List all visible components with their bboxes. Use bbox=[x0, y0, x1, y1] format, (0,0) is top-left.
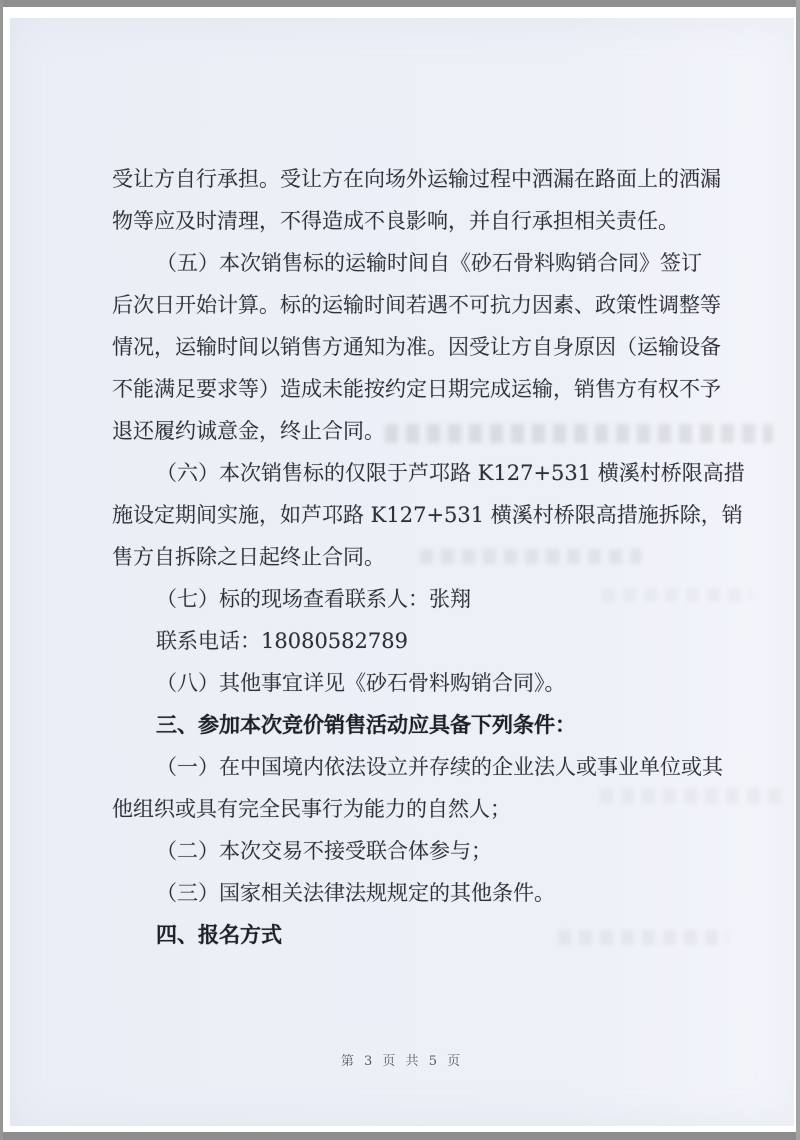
document-line: 情况，运输时间以销售方通知为准。因受让方自身原因（运输设备 bbox=[112, 335, 721, 359]
document-line: （二）本次交易不接受联合体参与； bbox=[156, 839, 492, 863]
bleed-through-artifact bbox=[420, 549, 642, 564]
bleed-through-artifact bbox=[602, 588, 752, 602]
scan-edge-left bbox=[0, 0, 3, 1140]
document-line: （八）其他事宜详见《砂石骨料购销合同》。 bbox=[156, 671, 566, 695]
document-line: 退还履约诚意金，终止合同。 bbox=[112, 419, 385, 443]
section-heading bbox=[112, 704, 726, 746]
bleed-through-artifact bbox=[558, 930, 728, 945]
scan-edge-bottom bbox=[0, 1132, 800, 1140]
document-page bbox=[10, 18, 794, 1126]
document-line: （六）本次销售标的仅限于芦邛路 K127+531 横溪村桥限高措 bbox=[156, 461, 745, 485]
paragraph bbox=[112, 830, 726, 872]
scan-edge-top bbox=[0, 0, 800, 7]
bleed-through-artifact bbox=[600, 788, 786, 804]
document-line: （五）本次销售标的运输时间自《砂石骨料购销合同》签订 bbox=[156, 251, 702, 275]
bleed-through-artifact bbox=[385, 424, 773, 443]
document-line: 受让方自行承担。受让方在向场外运输过程中洒漏在路面上的洒漏 bbox=[112, 167, 721, 191]
document-line: 后次日开始计算。标的运输时间若遇不可抗力因素、政策性调整等 bbox=[112, 293, 721, 317]
document-line: （三）国家相关法律法规规定的其他条件。 bbox=[156, 881, 555, 905]
document-line: （七）标的现场查看联系人：张翔 bbox=[156, 587, 471, 611]
document-line: 物等应及时清理，不得造成不良影响，并自行承担相关责任。 bbox=[112, 209, 679, 233]
scan-edge-right bbox=[796, 0, 800, 1140]
document-line: 三、参加本次竞价销售活动应具备下列条件： bbox=[156, 713, 576, 737]
document-line: 他组织或具有完全民事行为能力的自然人； bbox=[112, 797, 511, 821]
document-line: 四、报名方式 bbox=[156, 923, 282, 947]
document-line: （一）在中国境内依法设立并存续的企业法人或事业单位或其 bbox=[156, 755, 723, 779]
paragraph bbox=[112, 662, 726, 704]
document-line: 售方自拆除之日起终止合同。 bbox=[112, 545, 385, 569]
paragraph bbox=[112, 242, 726, 452]
document-line: 施设定期间实施，如芦邛路 K127+531 横溪村桥限高措施拆除，销 bbox=[112, 503, 743, 527]
document-line: 不能满足要求等）造成未能按约定日期完成运输，销售方有权不予 bbox=[112, 377, 721, 401]
page-number: 第 3 页 共 5 页 bbox=[340, 1054, 464, 1069]
paragraph bbox=[112, 620, 726, 662]
paragraph bbox=[112, 872, 726, 914]
paragraph bbox=[112, 158, 726, 242]
document-line: 联系电话：18080582789 bbox=[156, 629, 408, 653]
